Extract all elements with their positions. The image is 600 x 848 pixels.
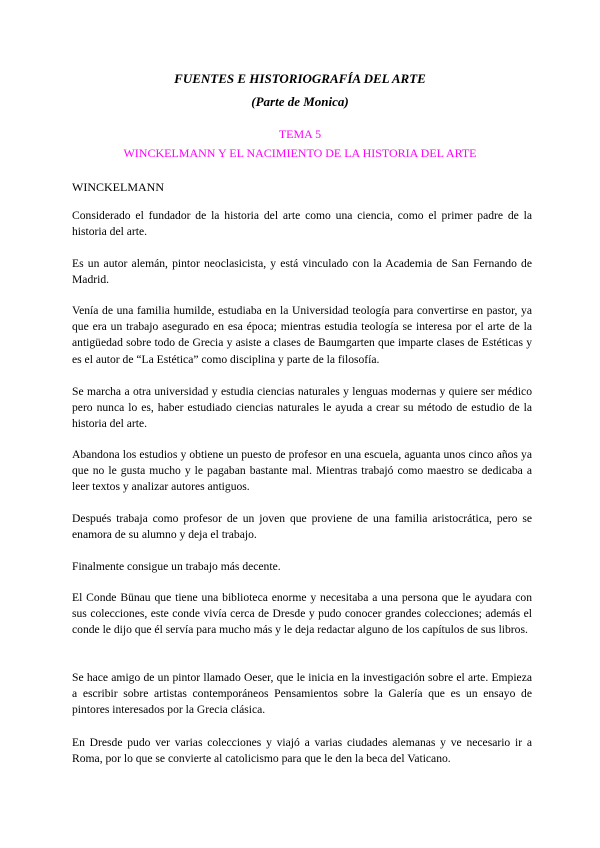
section-heading: WINCKELMANN: [72, 180, 164, 194]
paragraph: Abandona los estudios y obtiene un puesto de profesor en una escuela, aguanta unos cinco años ya que no le gusta mucho y le pagaban bastante mal. Mientras trabajó como maestro se dedicaba a leer textos y analizar autores antiguos.: [72, 448, 532, 494]
paragraph: El Conde Bünau que tiene una biblioteca enorme y necesitaba a una persona que le ayudara con sus colecciones, este conde vivía cerca de Dresde y pudo conocer grandes colecciones; además el conde le dijo que él servía para mucho más y le deja redactar alguno de los capítulos de sus libros.: [72, 591, 532, 637]
paragraph: Se marcha a otra universidad y estudia ciencias naturales y lenguas modernas y quiere ser médico pero nunca lo es, haber estudiado ciencias naturales le ayuda a crear su método de estudio de la historia del arte.: [72, 385, 532, 431]
paragraph: Se hace amigo de un pintor llamado Oeser, que le inicia en la investigación sobre el arte. Empieza a escribir sobre artistas contemporáneos Pensamientos sobre la Galería que es un ensayo de pintores interesados por la Grecia clásica.: [72, 671, 532, 717]
document-subtitle: (Parte de Monica): [251, 94, 349, 109]
topic-title: WINCKELMANN Y EL NACIMIENTO DE LA HISTORIA DEL ARTE: [123, 146, 477, 160]
topic-number: TEMA 5: [278, 127, 322, 141]
paragraph: Finalmente consigue un trabajo más decente.: [72, 560, 281, 573]
paragraph: Considerado el fundador de la historia del arte como una ciencia, como el primer padre de la historia del arte.: [72, 209, 532, 239]
document-title: FUENTES E HISTORIOGRAFÍA DEL ARTE: [174, 71, 426, 86]
paragraph: En Dresde pudo ver varias colecciones y viajó a varias ciudades alemanas y ve necesario ir a Roma, por lo que se convierte al catolicismo para que le den la beca del Vaticano.: [72, 736, 532, 766]
paragraph: Venía de una familia humilde, estudiaba en la Universidad teología para convertirse en pastor, ya que era un trabajo asegurado en esa época; mientras estudia teología se interesa por el arte de la antigüedad sobre todo de Grecia y asiste a clases de Baumgarten que imparte clases de Estéticas y es el autor de “La Estética” como disciplina y parte de la filosofía.: [72, 304, 532, 366]
paragraph: Es un autor alemán, pintor neoclasicista, y está vinculado con la Academia de San Fernando de Madrid.: [72, 257, 532, 287]
paragraph: Después trabaja como profesor de un joven que proviene de una familia aristocrática, pero se enamora de su alumno y deja el trabajo.: [72, 512, 532, 542]
